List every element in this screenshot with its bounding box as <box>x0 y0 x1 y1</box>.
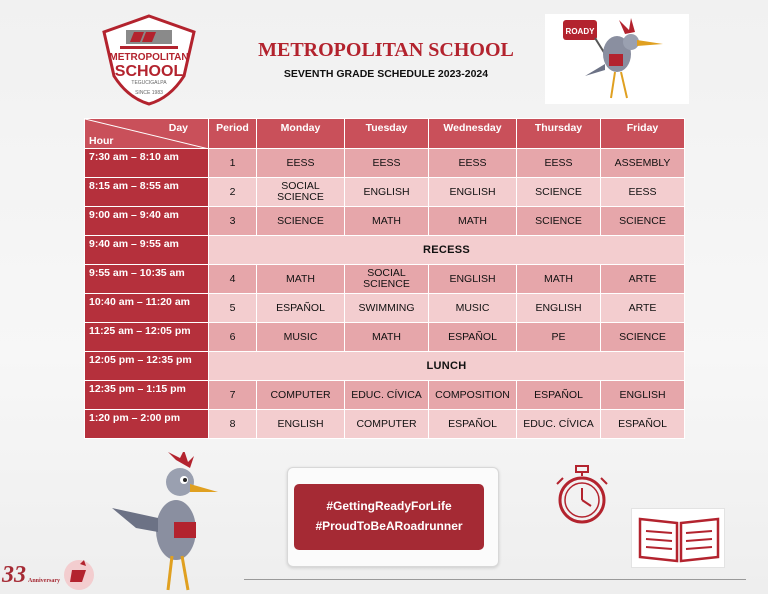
schedule-row <box>85 265 685 294</box>
hashtag-banner <box>294 484 484 550</box>
wednesday-cell: ESPAÑOL <box>429 323 517 352</box>
page-subtitle: SEVENTH GRADE SCHEDULE 2023-2024 <box>283 68 489 80</box>
hour-cell: 8:15 am – 8:55 am <box>85 178 209 207</box>
page-title: METROPOLITAN SCHOOL <box>258 39 514 61</box>
thursday-cell: EDUC. CÍVICA <box>517 410 601 439</box>
column-header-monday: Monday <box>257 119 345 149</box>
monday-cell: ENGLISH <box>257 410 345 439</box>
lunch-row <box>85 352 685 381</box>
friday-cell: ESPAÑOL <box>601 410 685 439</box>
wednesday-cell: COMPOSITION <box>429 381 517 410</box>
tuesday-cell: MATH <box>345 207 429 236</box>
schedule-row <box>85 381 685 410</box>
column-header-friday: Friday <box>601 119 685 149</box>
hour-cell: 12:35 pm – 1:15 pm <box>85 381 209 410</box>
monday-cell: MUSIC <box>257 323 345 352</box>
period-cell: 3 <box>209 207 257 236</box>
hour-cell: 9:00 am – 9:40 am <box>85 207 209 236</box>
corner-header-cell <box>85 119 209 149</box>
thursday-cell: PE <box>517 323 601 352</box>
monday-cell: COMPUTER <box>257 381 345 410</box>
period-cell: 7 <box>209 381 257 410</box>
corner-day-label: Day <box>168 122 188 134</box>
wednesday-cell: MUSIC <box>429 294 517 323</box>
logo-line2: SCHOOL <box>114 63 184 80</box>
column-header-tuesday: Tuesday <box>345 119 429 149</box>
thursday-cell: MATH <box>517 265 601 294</box>
anniversary-badge <box>2 562 60 589</box>
thursday-cell: EESS <box>517 149 601 178</box>
friday-cell: ARTE <box>601 265 685 294</box>
anniversary-number: 33 <box>2 562 26 588</box>
period-cell: 5 <box>209 294 257 323</box>
thursday-cell: SCIENCE <box>517 178 601 207</box>
hour-cell: 9:55 am – 10:35 am <box>85 265 209 294</box>
thursday-cell: ENGLISH <box>517 294 601 323</box>
hour-cell: 12:05 pm – 12:35 pm <box>85 352 209 381</box>
hour-cell: 9:40 am – 9:55 am <box>85 236 209 265</box>
roadrunner-mascot-image <box>545 14 689 104</box>
thursday-cell: SCIENCE <box>517 207 601 236</box>
column-header-thursday: Thursday <box>517 119 601 149</box>
friday-cell: SCIENCE <box>601 207 685 236</box>
mascot-sign-text: ROADY <box>565 27 595 36</box>
logo-line1: METROPOLITAN <box>109 52 189 63</box>
thursday-cell: ESPAÑOL <box>517 381 601 410</box>
friday-cell: EESS <box>601 178 685 207</box>
wednesday-cell: EESS <box>429 149 517 178</box>
schedule-row <box>85 410 685 439</box>
wednesday-cell: ESPAÑOL <box>429 410 517 439</box>
hour-cell: 7:30 am – 8:10 am <box>85 149 209 178</box>
mini-school-logo-icon <box>62 558 96 592</box>
tuesday-cell: ENGLISH <box>345 178 429 207</box>
period-cell: 6 <box>209 323 257 352</box>
friday-cell: SCIENCE <box>601 323 685 352</box>
monday-cell: SOCIAL SCIENCE <box>257 178 345 207</box>
period-cell: 4 <box>209 265 257 294</box>
tuesday-cell: EESS <box>345 149 429 178</box>
period-cell: 1 <box>209 149 257 178</box>
recess-label: RECESS <box>209 236 685 265</box>
monday-cell: MATH <box>257 265 345 294</box>
roadrunner-mascot-bottom <box>106 452 230 594</box>
anniversary-label: Anniversary <box>28 578 60 584</box>
tuesday-cell: EDUC. CÍVICA <box>345 381 429 410</box>
recess-row <box>85 236 685 265</box>
wednesday-cell: MATH <box>429 207 517 236</box>
hour-cell: 1:20 pm – 2:00 pm <box>85 410 209 439</box>
friday-cell: ARTE <box>601 294 685 323</box>
schedule-row <box>85 323 685 352</box>
hashtag-getting-ready: #GettingReadyForLife <box>326 499 452 513</box>
open-book-icon <box>631 508 725 568</box>
schedule-table <box>84 118 685 439</box>
wednesday-cell: ENGLISH <box>429 178 517 207</box>
tuesday-cell: SWIMMING <box>345 294 429 323</box>
tuesday-cell: MATH <box>345 323 429 352</box>
logo-since: SINCE 1983 <box>135 90 163 96</box>
hour-cell: 11:25 am – 12:05 pm <box>85 323 209 352</box>
column-header-wednesday: Wednesday <box>429 119 517 149</box>
hour-cell: 10:40 am – 11:20 am <box>85 294 209 323</box>
schedule-row <box>85 207 685 236</box>
footer-divider <box>244 579 746 580</box>
monday-cell: SCIENCE <box>257 207 345 236</box>
schedule-row <box>85 149 685 178</box>
tuesday-cell: SOCIAL SCIENCE <box>345 265 429 294</box>
period-cell: 8 <box>209 410 257 439</box>
hashtag-proud-roadrunner: #ProudToBeARoadrunner <box>315 519 463 533</box>
monday-cell: EESS <box>257 149 345 178</box>
school-logo <box>100 14 198 106</box>
monday-cell: ESPAÑOL <box>257 294 345 323</box>
stopwatch-icon <box>551 464 613 526</box>
logo-tagline: TEGUCIGALPA <box>131 80 167 86</box>
friday-cell: ASSEMBLY <box>601 149 685 178</box>
tuesday-cell: COMPUTER <box>345 410 429 439</box>
schedule-row <box>85 178 685 207</box>
column-header-period: Period <box>209 119 257 149</box>
friday-cell: ENGLISH <box>601 381 685 410</box>
schedule-header-row <box>85 119 685 149</box>
wednesday-cell: ENGLISH <box>429 265 517 294</box>
schedule-row <box>85 294 685 323</box>
period-cell: 2 <box>209 178 257 207</box>
corner-hour-label: Hour <box>89 135 114 147</box>
lunch-label: LUNCH <box>209 352 685 381</box>
